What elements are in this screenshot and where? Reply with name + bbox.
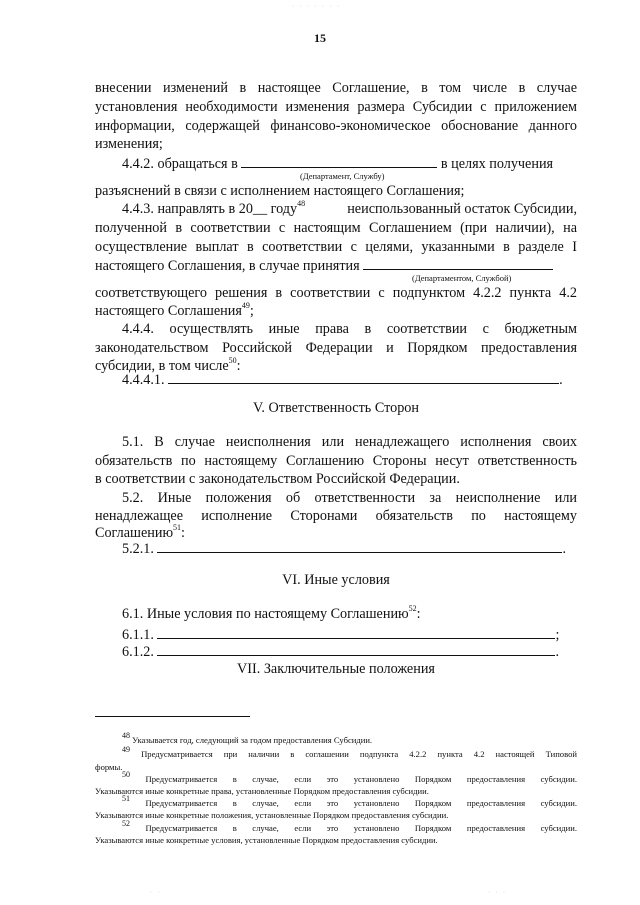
footnote-48-text: Указывается год, следующий за годом предоставления Субсидии. — [132, 735, 373, 745]
item-5-2-1-blank — [157, 539, 562, 553]
item-4-4-3-line-4-text: настоящего Соглашения, в случае принятия — [95, 258, 360, 274]
item-6-1-2-blank — [157, 642, 555, 656]
item-5-2-1-end: . — [562, 541, 567, 557]
item-4-4-4-line-3-end: : — [236, 358, 241, 374]
item-4-4-4-1-end: . — [559, 372, 563, 388]
item-6-1-2-label: 6.1.2. — [122, 644, 154, 660]
footnote-separator — [95, 716, 250, 717]
footnote-50 — [122, 770, 577, 785]
item-4-4-3-line-3: осуществление выплат в соответствии с целями, указанными в разделе I — [95, 239, 577, 255]
item-4-4-2-start: 4.4.2. обращаться в — [122, 156, 238, 172]
footnote-51-num: 51 — [122, 794, 130, 804]
footnote-48 — [122, 731, 373, 746]
footnote-49-text: Предусматривается при наличии в соглашении подпункта 4.2.2 пункта 4.2 настоящей Типовой — [141, 749, 578, 759]
hint-department: (Департамент, Службу) — [300, 171, 385, 181]
item-4-4-2-cont: разъяснений в связи с исполнением настоящего Соглашения; — [95, 183, 465, 199]
footnote-52 — [122, 819, 577, 834]
item-4-4-3-end: неиспользованный остаток Субсидии, — [347, 201, 577, 217]
intro-line-1: внесении изменений в настоящее Соглашение, в том числе в случае — [95, 80, 577, 96]
item-4-4-3-line-6-end: ; — [249, 303, 254, 319]
item-4-4-3-line-2: полученной в соответствии с настоящим Соглашением (при наличии), на — [95, 220, 577, 236]
item-4-4-3-line-6-text: настоящего Соглашения — [95, 303, 242, 319]
footnote-51-text: Предусматривается в случае, если это установлено Порядком предоставления субсидии. — [145, 798, 577, 808]
section-5-heading: V. Ответственность Сторон — [253, 400, 419, 416]
section-5-2-line-3-end: : — [181, 525, 185, 541]
section-5-1-line-3: в соответствии с законодательством Российской Федерации. — [95, 471, 460, 487]
item-4-4-4-1-blank — [168, 370, 559, 384]
item-6-1-1-blank — [157, 625, 555, 639]
scan-noise-bottom-right: · · · — [488, 890, 507, 896]
intro-line-4: изменения; — [95, 136, 163, 152]
footnote-49 — [122, 745, 578, 760]
item-4-4-3-line-5: соответствующего решения в соответствии с подпунктом 4.2.2 пункта 4.2 — [95, 285, 577, 301]
item-4-4-3-line-6 — [95, 302, 254, 320]
section-5-1-line-1: 5.1. В случае неисполнения или ненадлежащего исполнения своих — [122, 434, 577, 450]
item-4-4-4-line-3-text: субсидии, в том числе — [95, 358, 229, 374]
section-6-heading: VI. Иные условия — [282, 572, 390, 588]
section-6-1-text: 6.1. Иные условия по настоящему Соглашению — [122, 606, 409, 622]
footnote-ref-51: 51 — [173, 523, 182, 533]
intro-line-3: информации, содержащей финансово-экономическое обоснование данного — [95, 118, 577, 134]
section-5-2-line-2: ненадлежащее исполнение Сторонами обязательств по настоящему — [95, 508, 577, 524]
item-4-4-3-start: 4.4.3. направлять в 20__ году — [122, 201, 298, 217]
department-decision-blank — [363, 256, 553, 270]
hint-department-decision: (Департаментом, Службой) — [412, 273, 512, 283]
footnote-50-cont: Указываются иные конкретные права, установленные Порядком предоставления субсидии. — [95, 786, 429, 796]
section-6-1 — [122, 605, 421, 623]
item-6-1-1-end: ; — [555, 627, 560, 643]
footnote-50-text: Предусматривается в случае, если это установлено Порядком предоставления субсидии. — [145, 774, 577, 784]
footnote-50-num: 50 — [122, 770, 130, 780]
page-number: 15 — [314, 31, 326, 45]
section-5-2-line-3-text: Соглашению — [95, 525, 174, 541]
footnote-51-cont: Указываются иные конкретные положения, установленные Порядком предоставления субсидии. — [95, 810, 449, 820]
item-4-4-4-1-label: 4.4.4.1. — [122, 372, 165, 388]
item-4-4-4-1 — [122, 370, 563, 389]
item-6-1-2-end: . — [555, 644, 560, 660]
item-4-4-4-line-1: 4.4.4. осуществлять иные права в соответствии с бюджетным — [122, 321, 577, 337]
item-6-1-2 — [122, 642, 559, 661]
scan-noise-bottom-left: · · — [150, 890, 162, 896]
footnote-49-num: 49 — [122, 745, 130, 755]
department-blank — [241, 154, 437, 168]
footnote-ref-49: 49 — [241, 301, 250, 311]
footnote-ref-50: 50 — [228, 356, 237, 366]
footnote-51 — [122, 794, 577, 809]
item-5-2-1 — [122, 539, 566, 558]
item-5-2-1-label: 5.2.1. — [122, 541, 154, 557]
footnote-52-num: 52 — [122, 819, 130, 829]
footnote-ref-52: 52 — [408, 604, 417, 614]
section-5-1-line-2: обязательств по настоящему Соглашению Стороны несут ответственность — [95, 453, 577, 469]
footnote-52-text: Предусматривается в случае, если это установлено Порядком предоставления субсидии. — [145, 823, 577, 833]
footnote-ref-48: 48 — [297, 199, 306, 209]
item-4-4-2-end: в целях получения — [440, 156, 554, 172]
intro-line-2: установления необходимости изменения размера Субсидии с приложением — [95, 99, 577, 115]
item-6-1-1-label: 6.1.1. — [122, 627, 154, 643]
section-7-heading: VII. Заключительные положения — [237, 661, 435, 677]
footnote-52-cont: Указываются иные конкретные условия, установленные Порядком предоставления субсидии. — [95, 835, 438, 845]
item-4-4-4-line-2: законодательством Российской Федерации и Порядком предоставления — [95, 340, 577, 356]
section-6-1-end: : — [416, 606, 421, 622]
footnote-49-cont: формы. — [95, 762, 123, 772]
scan-noise: · · · · · · · — [292, 4, 341, 10]
item-4-4-3-line-1 — [122, 200, 577, 218]
section-5-2-line-1: 5.2. Иные положения об ответственности за неисполнение или — [122, 490, 577, 506]
footnote-48-num: 48 — [122, 731, 130, 741]
